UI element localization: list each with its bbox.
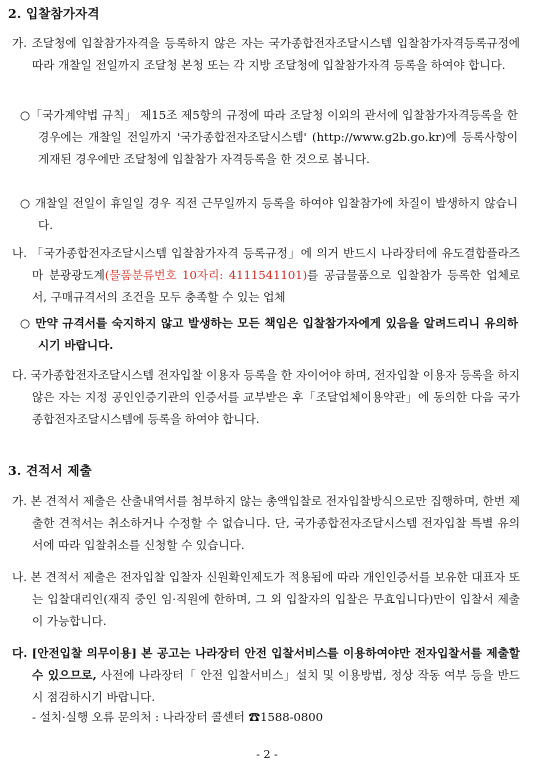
item-na-text-end: 를 공급물품으로 입찰참가 등록한 업체로서, 구매규격서의 조건을 모두 충족할 수 있는 업체 [32, 268, 521, 304]
section-2-item-na [12, 242, 520, 308]
section-2-bullet-1: ○「국가계약법 규칙」 제15조 제5항의 규정에 따라 조달청 이외의 관서에 입찰참가자격등록을 한 경우에는 개찰일 전일까지 '국가종합전자조달시스템' (http://www.g2b.go.kr)에 등록사항이 게재된 경우에만 조달청에 입찰참가 자격등록을 한 것으로 봅니다. [20, 108, 518, 166]
safe-bidding-notice: 다. [안전입찰 의무이용] 본 공고는 나라장터 안전 입찰서비스를 이용하여야만 전자입찰서를 제출할 수 있으므로, [12, 646, 520, 682]
section-2-bullet-2: ○ 개찰일 전일이 휴일일 경우 직전 근무일까지 등록을 하여야 입찰참가에 차질이 발생하지 않습니다. [20, 196, 518, 232]
section-3-item-ga: 가. 본 견적서 제출은 산출내역서를 첨부하지 않는 총액입찰로 전자입찰방식으로만 집행하며, 한번 제출한 견적서는 취소하거나 수정할 수 없습니다. 단, 국가종합전자조달시스템 전자입찰 특별 유의서에 따라 입찰취소를 신청할 수 있습니다. [12, 494, 520, 552]
section-2-heading: 2. 입찰참가자격 [8, 6, 100, 21]
section-3-item-da [12, 642, 520, 708]
section-3-item-na: 나. 본 견적서 제출은 전자입찰 입찰자 신원확인제도가 적용됨에 따라 개인인증서를 보유한 대표자 또는 입찰대리인(재직 중인 임·직원에 한하며, 그 외 입찰자의 입찰은 무효입니다)만이 입찰서 제출이 가능합니다. [12, 570, 520, 628]
section-2-bullet-3: ○ 만약 규격서를 숙지하지 않고 발생하는 모든 책임은 입찰참가자에게 있음을 알려드리니 유의하시기 바랍니다. [20, 316, 518, 352]
section-3-heading: 3. 견적서 제출 [8, 463, 92, 478]
item-na-text-start: 나. 「국가종합전자조달시스템 입찰참가자격 등록규정」에 의거 반드시 나라장터에 유도결합플라즈마 분광광도계 [12, 246, 520, 282]
page-number: - 2 - [256, 748, 278, 761]
product-classification-number: (물품분류번호 10자리: 4111541101) [104, 268, 308, 282]
safe-bidding-instructions: 사전에 나라장터「 안전 입찰서비스」설치 및 이용방법, 정상 작동 여부 등을 반드시 점검하시기 바랍니다. [32, 668, 520, 704]
section-2-item-ga: 가. 조달청에 입찰참가자격을 등록하지 않은 자는 국가종합전자조달시스템 입찰참가자격등록규정에 따라 개찰일 전일까지 조달청 본청 또는 각 지방 조달청에 입찰참가자격 등록을 하여야 합니다. [12, 36, 520, 72]
section-2-item-da: 다. 국가종합전자조달시스템 전자입찰 이용자 등록을 한 자이어야 하며, 전자입찰 이용자 등록을 하지 않은 자는 지정 공인인증기관의 인증서를 교부받은 후「조달업체이용약관」에 동의한 다음 국가종합전자조달시스템에 등록을 하여야 합니다. [12, 368, 520, 426]
call-center-contact: - 설치·실행 오류 문의처 : 나라장터 콜센터 ☎1588-0800 [32, 710, 324, 724]
